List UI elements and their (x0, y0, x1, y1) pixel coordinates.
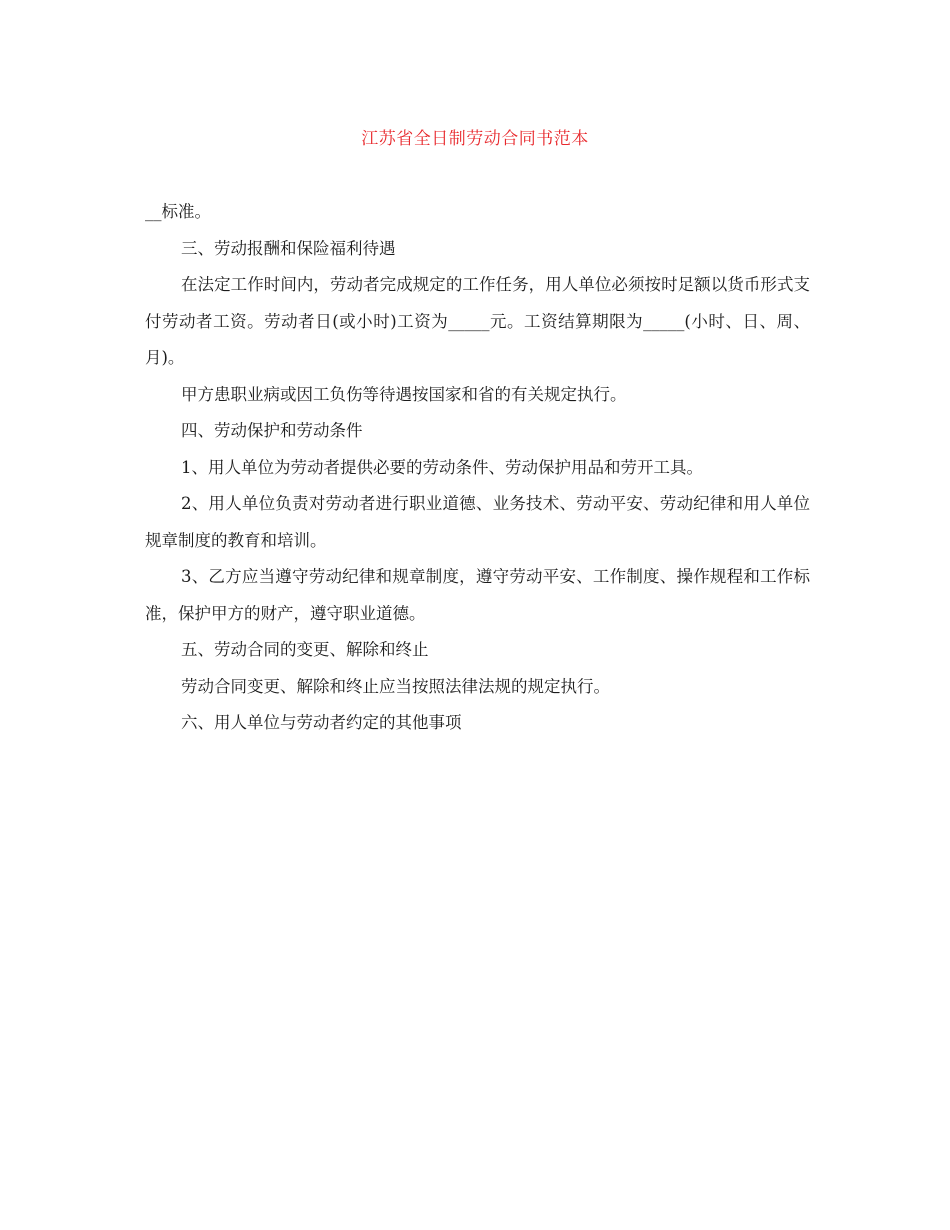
section-heading-remuneration: 三、劳动报酬和保险福利待遇 (181, 238, 396, 258)
section-heading-labor-protection: 四、劳动保护和劳动条件 (181, 421, 363, 440)
paragraph-wage-payment: 在法定工作时间内，劳动者完成规定的工作任务，用人单位必须按时足额以货币形式支付劳动者工资。劳动者日(或小时)工资为_____元。工资结算期限为_____(小时、日、周、月)。 (145, 275, 810, 367)
paragraph-clause-2: 2、用人单位负责对劳动者进行职业道德、业务技术、劳动平安、劳动纪律和用人单位规章制度的教育和培训。 (145, 494, 810, 550)
paragraph-clause-3: 3、乙方应当遵守劳动纪律和规章制度，遵守劳动平安、工作制度、操作规程和工作标准，保护甲方的财产，遵守职业道德。 (145, 567, 810, 623)
paragraph-occupational-injury: 甲方患职业病或因工负伤等待遇按国家和省的有关规定执行。 (181, 384, 627, 404)
section-heading-other-matters: 六、用人单位与劳动者约定的其他事项 (181, 713, 462, 732)
document-body (145, 194, 810, 742)
paragraph-standard-continuation: __标准。 (145, 202, 211, 221)
paragraph-contract-change: 劳动合同变更、解除和终止应当按照法律法规的规定执行。 (181, 676, 610, 696)
document-title: 江苏省全日制劳动合同书范本 (361, 129, 589, 149)
paragraph-clause-1: 1、用人单位为劳动者提供必要的劳动条件、劳动保护用品和劳开工具。 (181, 457, 703, 477)
section-heading-contract-change: 五、劳动合同的变更、解除和终止 (181, 640, 429, 659)
